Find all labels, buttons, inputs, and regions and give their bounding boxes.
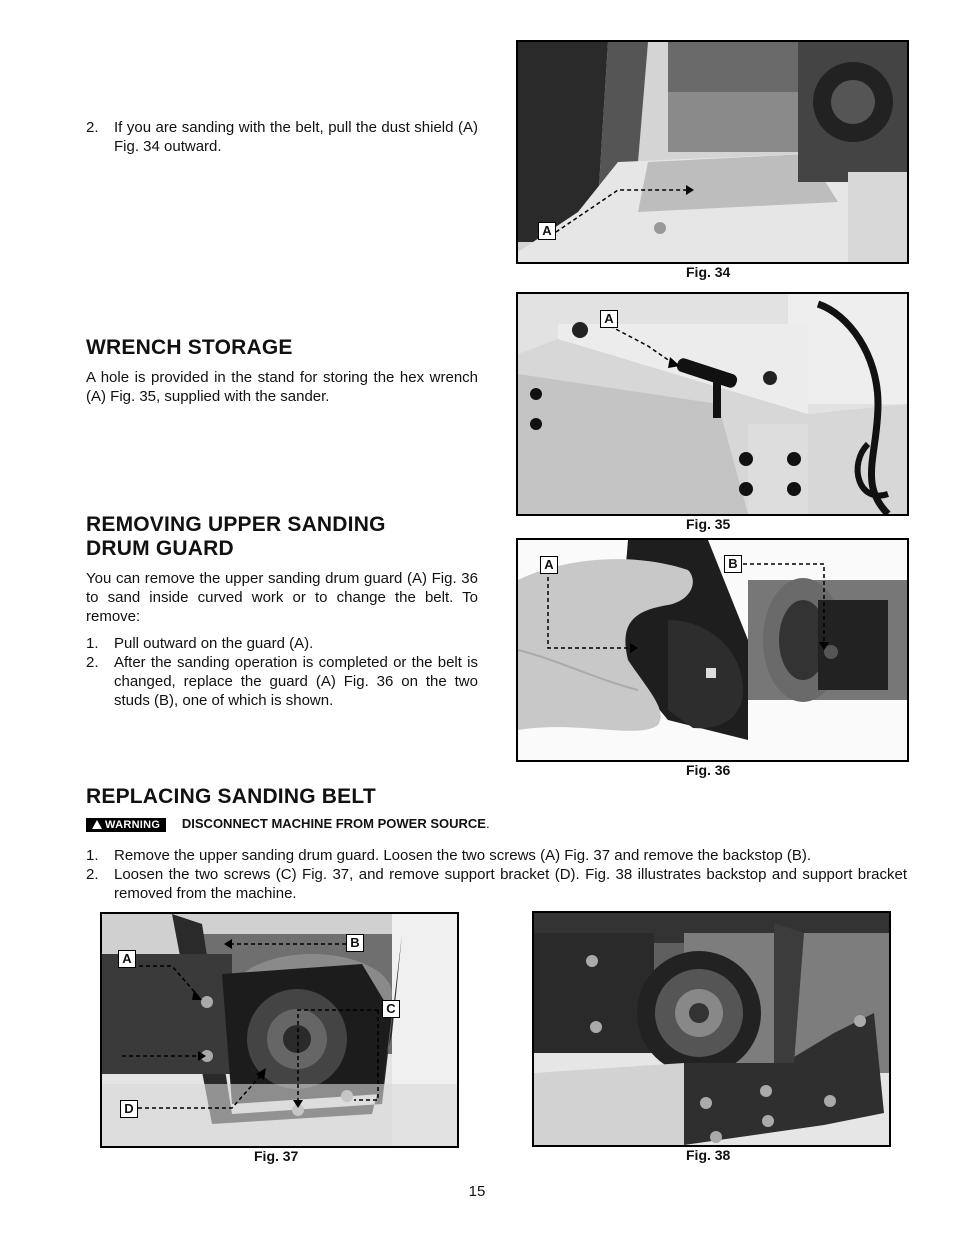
warning-badge xyxy=(86,818,166,832)
callout-d: D xyxy=(120,1100,138,1118)
figure-34-image xyxy=(516,40,909,264)
figure-37-caption: Fig. 37 xyxy=(254,1148,299,1164)
callout-a: A xyxy=(118,950,136,968)
figure-36-caption: Fig. 36 xyxy=(686,762,731,778)
callout-a: A xyxy=(538,222,556,240)
callout-a: A xyxy=(540,556,558,574)
list-item xyxy=(86,653,478,710)
figure-37-image xyxy=(100,912,459,1148)
step-number: 2. xyxy=(86,654,99,671)
removing-guard-steps xyxy=(86,634,478,710)
warning-triangle-icon xyxy=(92,820,102,829)
callout-c: C xyxy=(382,1000,400,1018)
figure-38-image xyxy=(532,911,891,1147)
callout-b: B xyxy=(346,934,364,952)
step-text: Loosen the two screws (C) Fig. 37, and remove support bracket (D). Fig. 38 illustrates backstop and support bracket removed from the machine. xyxy=(114,866,907,902)
heading-line-2: DRUM GUARD xyxy=(86,537,234,560)
list-item xyxy=(86,634,478,653)
figure-35-caption: Fig. 35 xyxy=(686,516,731,532)
section-heading-removing-guard xyxy=(86,513,386,561)
section-heading-replacing-belt: REPLACING SANDING BELT xyxy=(86,785,376,808)
replacing-belt-steps xyxy=(86,846,907,903)
warning-line xyxy=(86,816,490,832)
list-item xyxy=(86,846,907,865)
step-text: Remove the upper sanding drum guard. Loosen the two screws (A) Fig. 37 and remove the backstop (B). xyxy=(114,847,812,864)
figure-38-caption: Fig. 38 xyxy=(686,1147,731,1163)
section-heading-wrench-storage: WRENCH STORAGE xyxy=(86,336,293,359)
intro-step xyxy=(86,118,478,156)
page-number: 15 xyxy=(468,1183,486,1200)
callout-b: B xyxy=(724,555,742,573)
step-text: After the sanding operation is completed or the belt is changed, replace the guard (A) Fig. 36 on the two studs (B), one of which is shown. xyxy=(114,654,478,709)
warning-text: DISCONNECT MACHINE FROM POWER SOURCE xyxy=(181,816,486,831)
figure-35-image xyxy=(516,292,909,516)
callout-a: A xyxy=(600,310,618,328)
step-number: 1. xyxy=(86,635,99,652)
heading-line-1: REMOVING UPPER SANDING xyxy=(86,513,386,536)
step-number: 2. xyxy=(86,866,99,883)
step-text: Pull outward on the guard (A). xyxy=(114,635,314,652)
wrench-storage-text: A hole is provided in the stand for storing the hex wrench (A) Fig. 35, supplied with the sander. xyxy=(86,369,478,405)
step-number: 2. xyxy=(86,119,99,136)
warning-label: WARNING xyxy=(105,818,161,831)
step-text: If you are sanding with the belt, pull the dust shield (A) Fig. 34 outward. xyxy=(114,119,478,155)
figure-36-image xyxy=(516,538,909,762)
step-number: 1. xyxy=(86,847,99,864)
warning-period: . xyxy=(485,816,490,831)
list-item xyxy=(86,865,907,903)
figure-34-caption: Fig. 34 xyxy=(686,264,731,280)
removing-guard-intro: You can remove the upper sanding drum guard (A) Fig. 36 to sand inside curved work or to change the belt. To remove: xyxy=(86,570,478,625)
